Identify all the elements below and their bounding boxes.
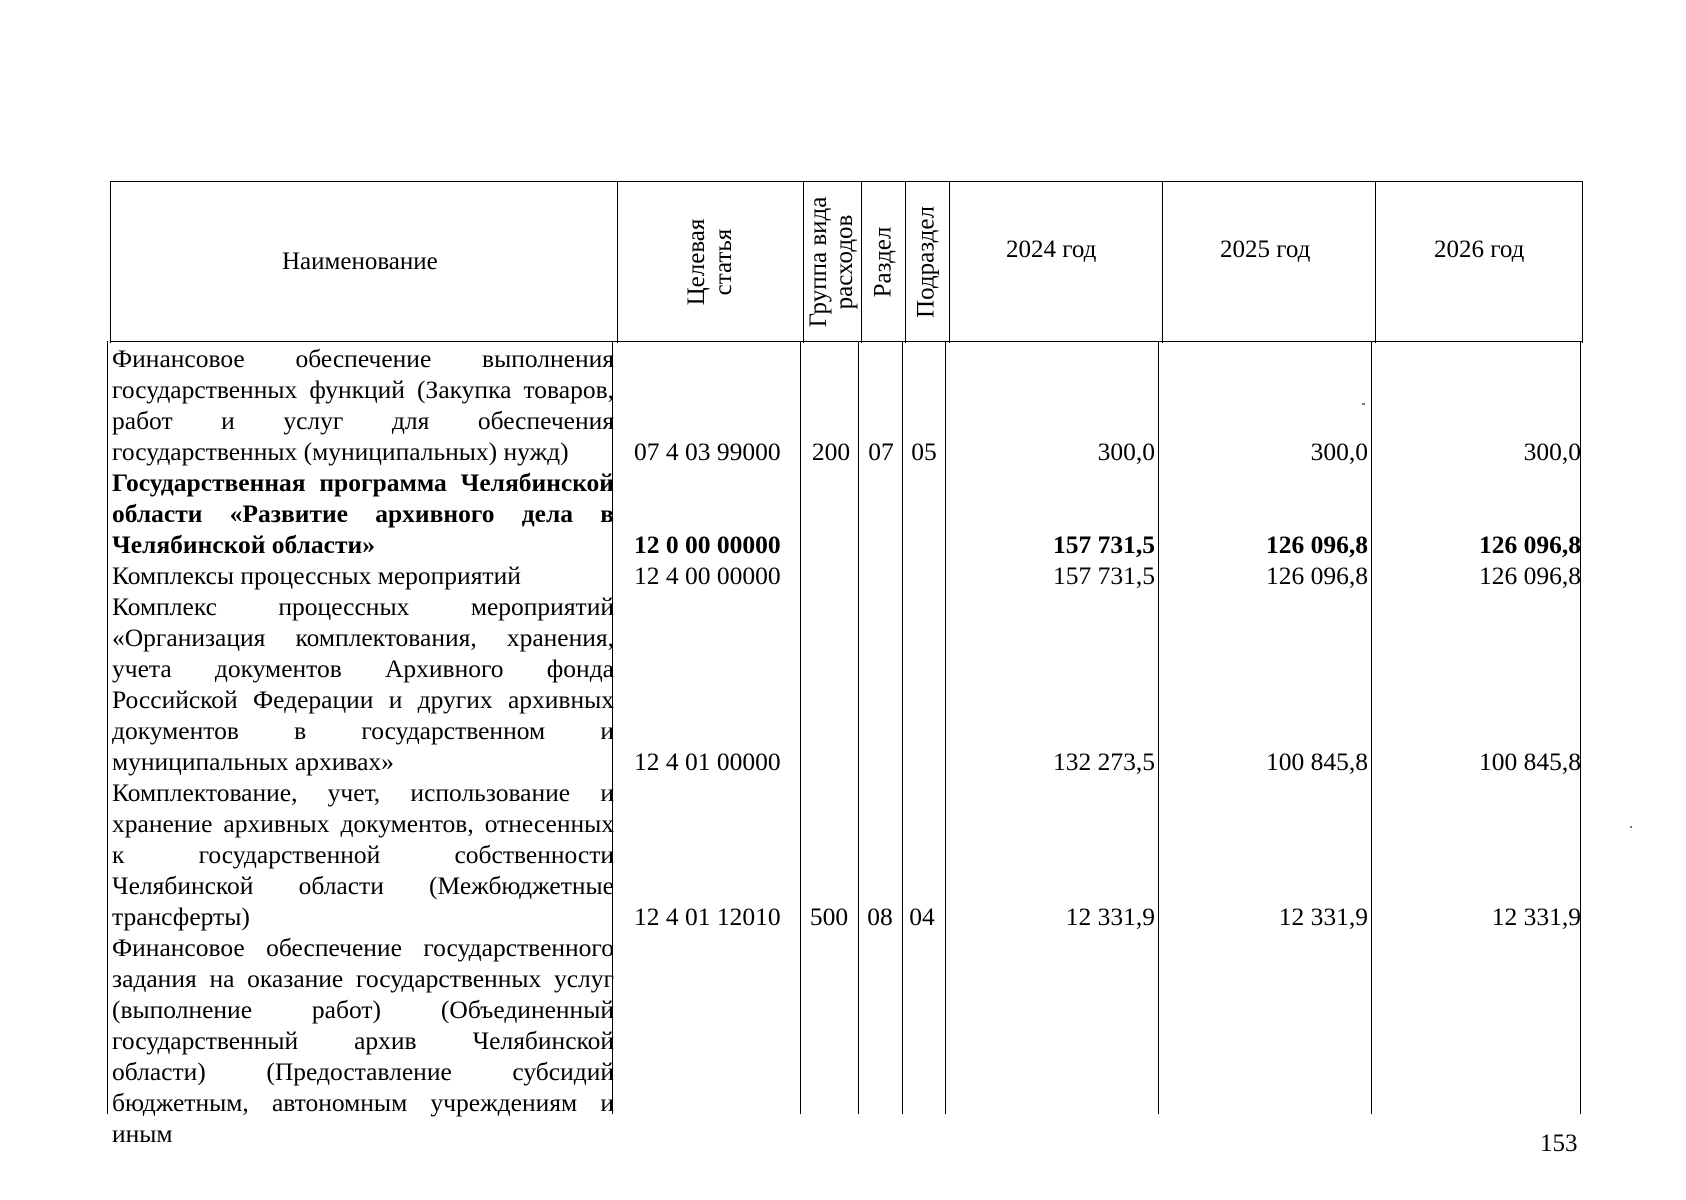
header-col-line: [949, 181, 950, 343]
header-col-line: [861, 181, 862, 343]
row-2025: 100 845,8: [1266, 747, 1368, 776]
row-2025: 12 331,9: [1278, 902, 1368, 931]
header-col-line: [1582, 181, 1583, 343]
header-2024: 2024 год: [1006, 236, 1097, 263]
body-col-line: [1158, 341, 1159, 1114]
header-section: Раздел: [869, 226, 897, 298]
header-2026: 2026 год: [1434, 236, 1525, 263]
header-name: Наименование: [282, 248, 438, 275]
row-2024: 157 731,5: [1053, 561, 1155, 590]
header-2025: 2025 год: [1220, 236, 1311, 263]
row-2024: 12 331,9: [1065, 902, 1155, 931]
row-2024: 157 731,5: [1053, 530, 1155, 559]
row-section: 08: [867, 902, 893, 931]
scan-speck: [1362, 403, 1365, 405]
row-name: Финансовое обеспечение государственного задания на оказание государственных услуг (выполнение работ) (Объединенный государственный архив Челябинской области) (Предоставление субсидий бюджетным, автономным учреждениям и иным: [112, 933, 614, 1148]
row-name: Финансовое обеспечение выполнения государственных функций (Закупка товаров, работ и услуг для обеспечения государственных (муниципальных) нужд): [112, 344, 614, 466]
header-col-line: [1162, 181, 1163, 343]
header-col-line: [1375, 181, 1376, 343]
header-target-article: Целевая статья: [683, 218, 737, 306]
row-article: 12 4 01 12010: [634, 902, 781, 931]
page-number: 153: [1540, 1130, 1578, 1157]
header-bottom-border: [110, 341, 1582, 342]
row-2025: 126 096,8: [1266, 530, 1368, 559]
row-article: 07 4 03 99000: [634, 437, 781, 466]
row-group: 500: [809, 902, 849, 931]
row-2026: 12 331,9: [1491, 902, 1581, 931]
scan-speck: [1630, 826, 1632, 828]
row-2025: 126 096,8: [1266, 561, 1368, 590]
header-col-line: [617, 181, 618, 343]
row-article: 12 4 01 00000: [634, 747, 781, 776]
row-name: Государственная программа Челябинской области «Развитие архивного дела в Челябинской области»: [112, 468, 614, 559]
header-expense-group: Группа вида расходов: [805, 196, 858, 328]
row-2026: 126 096,8: [1479, 530, 1581, 559]
header-col-line: [803, 181, 804, 343]
table-top-border: [110, 181, 1582, 182]
row-article: 12 0 00 00000: [634, 530, 781, 559]
body-col-line: [1371, 341, 1372, 1114]
row-section: 07: [868, 437, 894, 466]
body-col-line: [800, 341, 801, 1114]
header-subsection: Подраздел: [912, 206, 940, 318]
header-col-line: [905, 181, 906, 343]
row-2026: 300,0: [1523, 437, 1581, 466]
row-subsection: 05: [911, 437, 937, 466]
row-2026: 126 096,8: [1479, 561, 1581, 590]
row-name: Комплектование, учет, использование и хранение архивных документов, отнесенных к государственной собственности Челябинской области (Межбюджетные трансферты): [112, 778, 614, 931]
row-name: Комплексы процессных мероприятий: [112, 561, 521, 590]
row-name: Комплекс процессных мероприятий «Организация комплектования, хранения, учета документов Архивного фонда Российской Федерации и других архивных документов в государственном и муниципальных архивах»: [112, 592, 614, 776]
row-article: 12 4 00 00000: [634, 561, 781, 590]
row-2025: 300,0: [1310, 437, 1368, 466]
row-subsection: 04: [909, 902, 935, 931]
row-2026: 100 845,8: [1479, 747, 1581, 776]
header-col-line: [110, 181, 111, 343]
body-col-line: [945, 341, 946, 1114]
row-group: 200: [811, 437, 851, 466]
row-2024: 132 273,5: [1053, 747, 1155, 776]
body-col-line: [107, 341, 108, 1114]
row-2024: 300,0: [1097, 437, 1155, 466]
